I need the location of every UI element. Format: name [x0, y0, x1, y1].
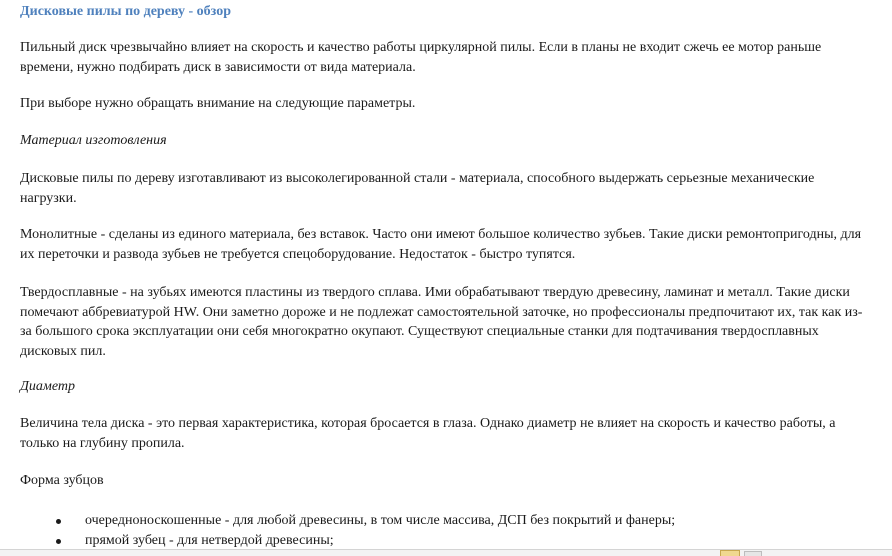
section-heading-diameter: Диаметр — [20, 379, 75, 394]
material-paragraph-1: Дисковые пилы по дереву изготавливают из высоколегированной стали - материала, способного выдержать серьезные механические нагрузки. — [20, 171, 815, 206]
list-item-text: прямой зубец - для нетвердой древесины; — [85, 533, 334, 548]
material-paragraph-3: Твердосплавные - на зубьях имеются пластины из твердого сплава. Ими обрабатывают твердую древесину, ламинат и металл. Такие диски помечают аббревиатурой HW. Они заметно дороже и не подлежат самостоятельной заточке, но профессионалы предпочитают их, так как из-за большого срока эксплуатации они себя многократно окупают. Существуют специальные станки для подтачивания твердосплавных дисковых пил. — [20, 285, 863, 359]
intro-paragraph-2: При выборе нужно обращать внимание на следующие параметры. — [20, 96, 416, 111]
document-title: Дисковые пилы по дереву - обзор — [20, 4, 232, 19]
taskbar-button[interactable] — [720, 550, 740, 556]
taskbar-button[interactable] — [744, 551, 762, 556]
list-item-text: очередноноскошенные - для любой древесины, в том числе массива, ДСП без покрытий и фанеры; — [85, 513, 676, 528]
teeth-heading: Форма зубцов — [20, 473, 104, 488]
bullet-icon — [56, 519, 61, 524]
section-heading-material: Материал изготовления — [20, 133, 167, 148]
diameter-paragraph-1: Величина тела диска - это первая характеристика, которая бросается в глаза. Однако диаметр не влияет на скорость и качество работы, а только на глубину пропила. — [20, 416, 836, 451]
bullet-icon — [56, 539, 61, 544]
material-paragraph-2: Монолитные - сделаны из единого материала, без вставок. Часто они имеют большое количество зубьев. Такие диски ремонтопригодны, для их переточки и развода зубьев не требуется спецоборудование. Недостаток - быстро тупятся. — [20, 227, 862, 262]
intro-paragraph-1: Пильный диск чрезвычайно влияет на скорость и качество работы циркулярной пилы. Если в планы не входит сжечь ее мотор раньше времени, нужно подбирать диск в зависимости от вида материала. — [20, 40, 822, 75]
